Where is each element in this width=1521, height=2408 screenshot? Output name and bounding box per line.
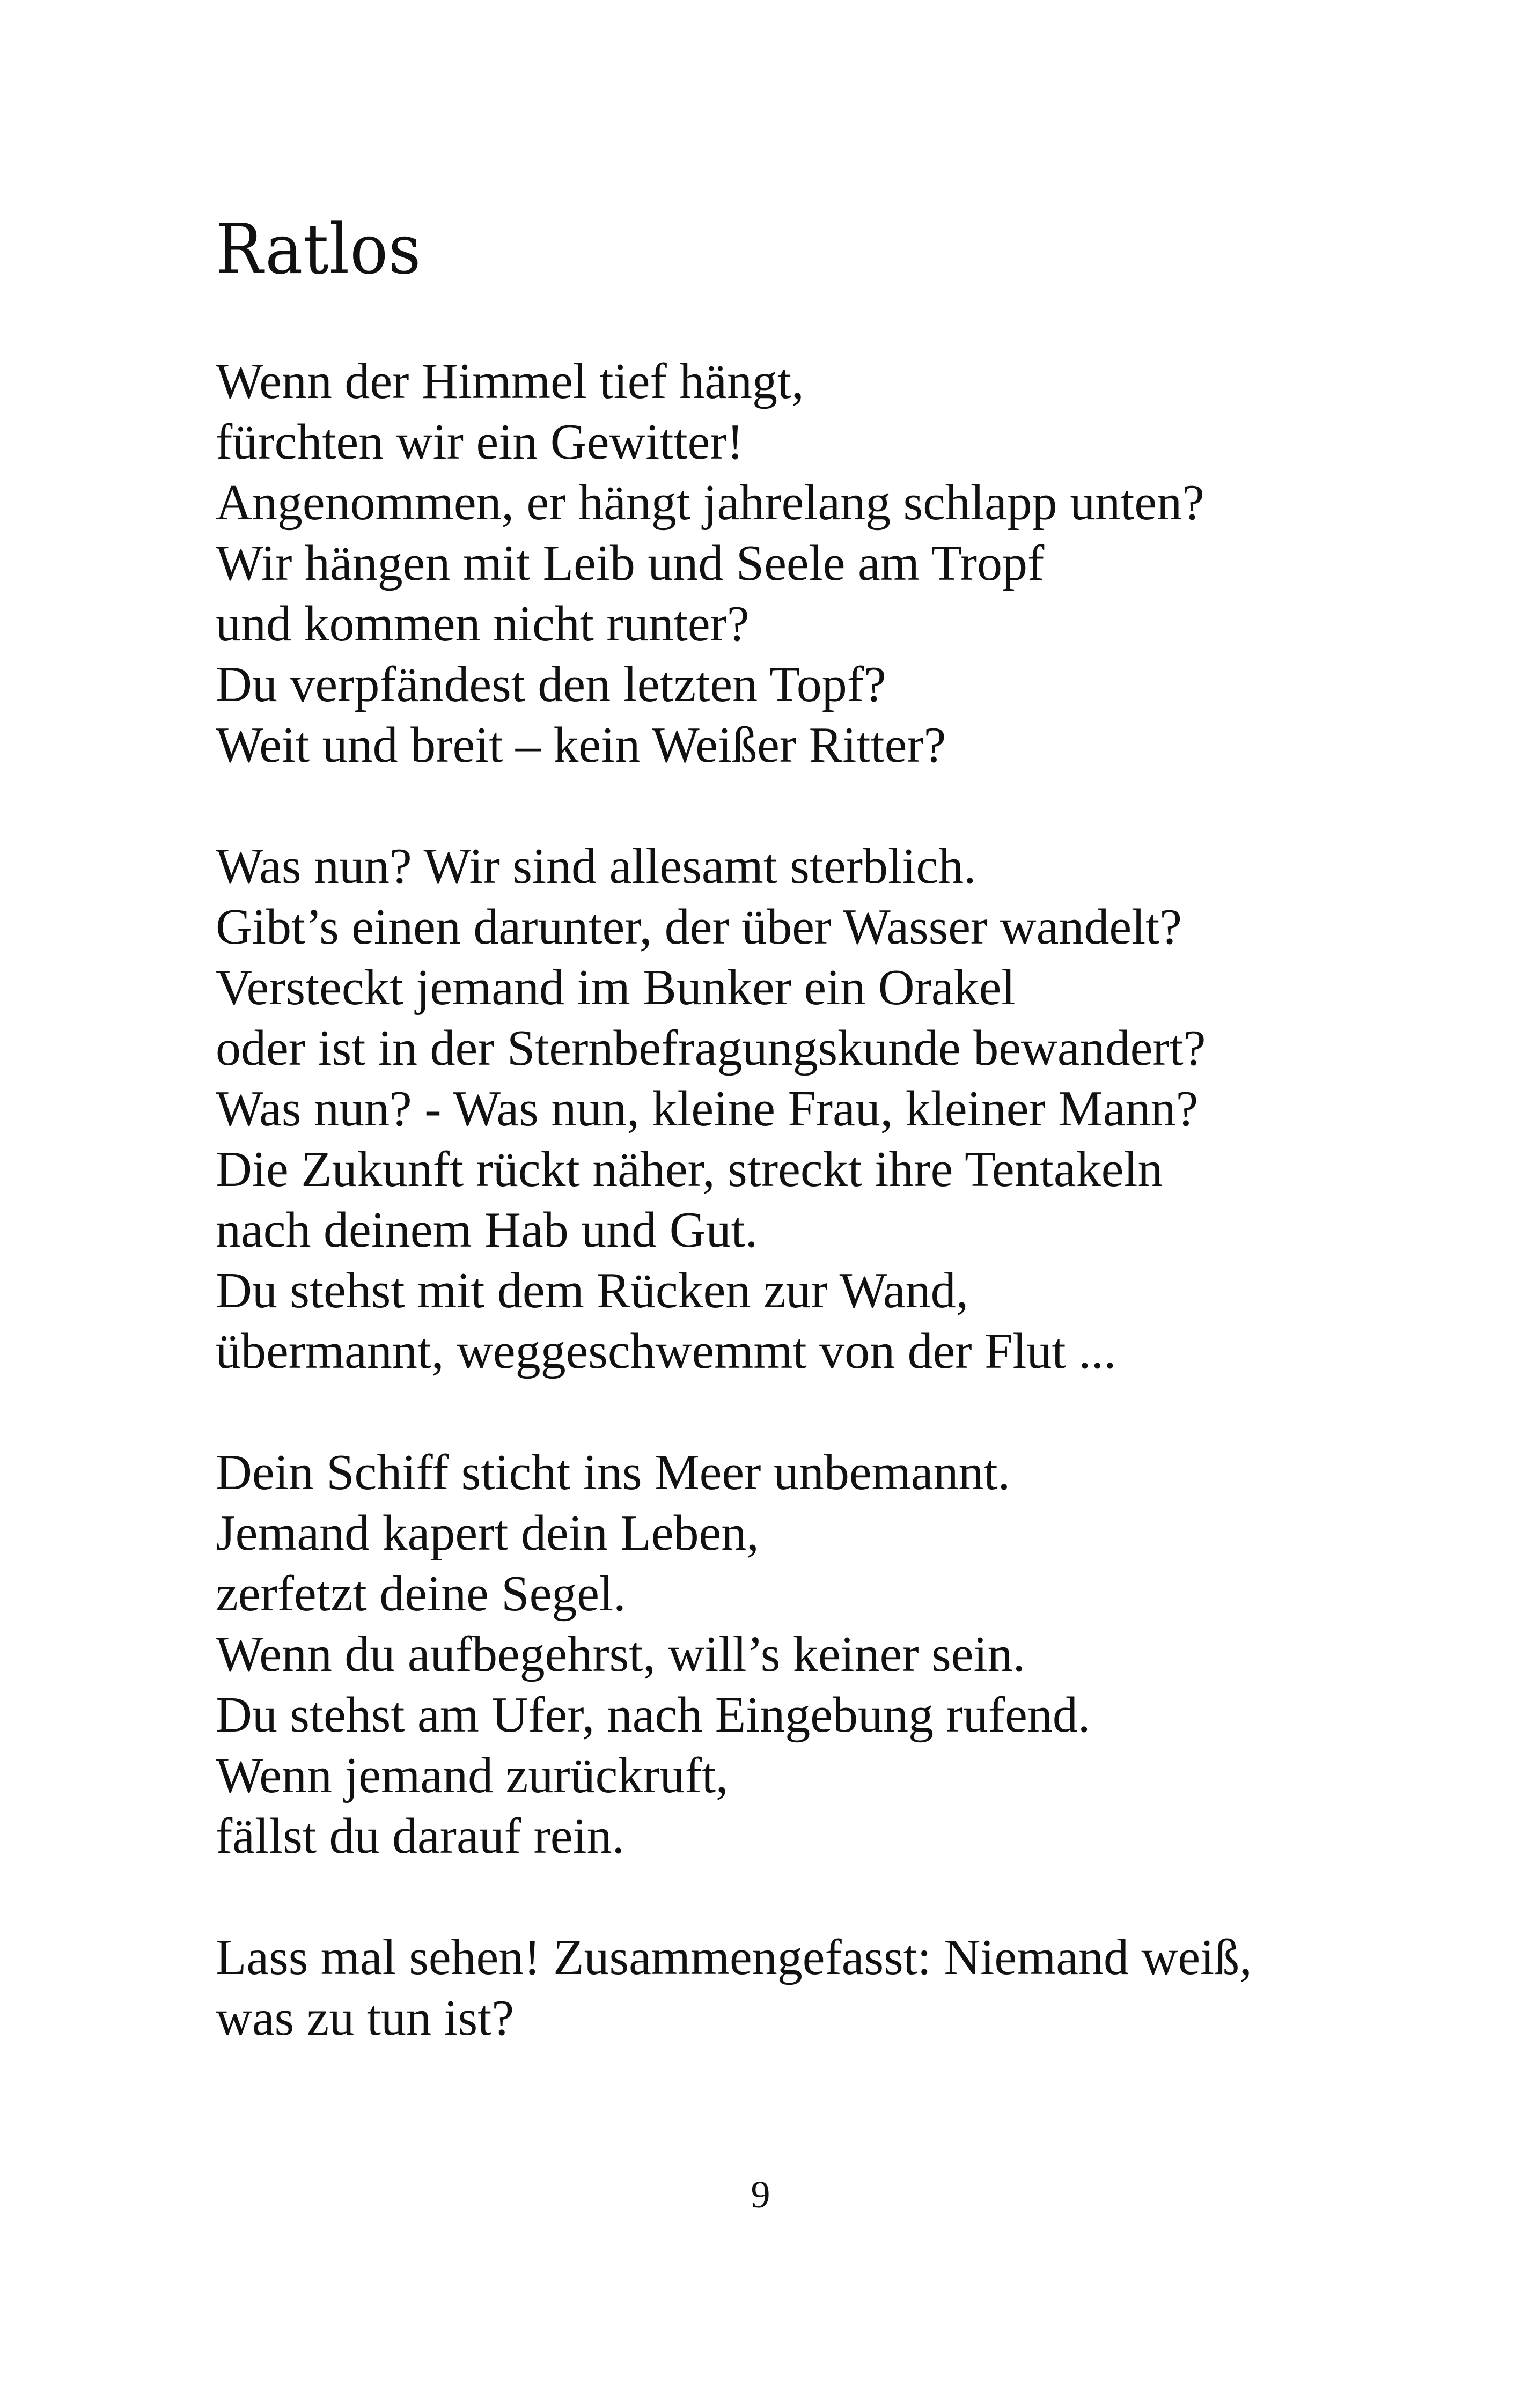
stanza-4 [216, 1927, 1364, 2049]
poem-line: Du stehst mit dem Rücken zur Wand, [216, 1263, 969, 1319]
poem-line: übermannt, weggeschwemmt von der Flut ... [216, 1323, 1116, 1379]
poem-body [216, 351, 1364, 2109]
page-number: 9 [751, 2173, 770, 2216]
poem-line: Du verpfändest den letzten Topf? [216, 657, 886, 712]
poem-line: Wenn jemand zurückruft, [216, 1748, 729, 1803]
stanza-2 [216, 836, 1364, 1382]
poem-line: fürchten wir ein Gewitter! [216, 414, 744, 470]
poem-line: Weit und breit – kein Weißer Ritter? [216, 717, 946, 773]
poem-line: fällst du darauf rein. [216, 1808, 625, 1864]
poem-line: oder ist in der Sternbefragungskunde bewandert? [216, 1020, 1206, 1076]
poem-line: Wenn du aufbegehrst, will’s keiner sein. [216, 1626, 1026, 1682]
poem-line: Die Zukunft rückt näher, streckt ihre Tentakeln [216, 1142, 1163, 1197]
stanza-1 [216, 351, 1364, 776]
poem-title: Ratlos [216, 210, 422, 290]
poem-line: Du stehst am Ufer, nach Eingebung rufend. [216, 1687, 1091, 1743]
poem-line: und kommen nicht runter? [216, 596, 750, 652]
poem-line: zerfetzt deine Segel. [216, 1566, 626, 1622]
poem-line: was zu tun ist? [216, 1990, 515, 2046]
poem-line: Lass mal sehen! Zusammengefasst: Niemand weiß, [216, 1930, 1252, 1985]
poem-line: Was nun? Wir sind allesamt sterblich. [216, 838, 976, 894]
poem-line: Angenommen, er hängt jahrelang schlapp unten? [216, 475, 1204, 531]
poem-line: Jemand kapert dein Leben, [216, 1505, 759, 1561]
poem-line: nach deinem Hab und Gut. [216, 1202, 758, 1258]
poem-line: Dein Schiff sticht ins Meer unbemannt. [216, 1445, 1011, 1500]
poem-line: Wenn der Himmel tief hängt, [216, 354, 804, 409]
poem-line: Gibt’s einen darunter, der über Wasser wandelt? [216, 899, 1182, 955]
poem-line: Versteckt jemand im Bunker ein Orakel [216, 960, 1016, 1015]
stanza-3 [216, 1442, 1364, 1867]
poem-line: Was nun? - Was nun, kleine Frau, kleiner Mann? [216, 1081, 1199, 1137]
poem-line: Wir hängen mit Leib und Seele am Tropf [216, 535, 1045, 591]
